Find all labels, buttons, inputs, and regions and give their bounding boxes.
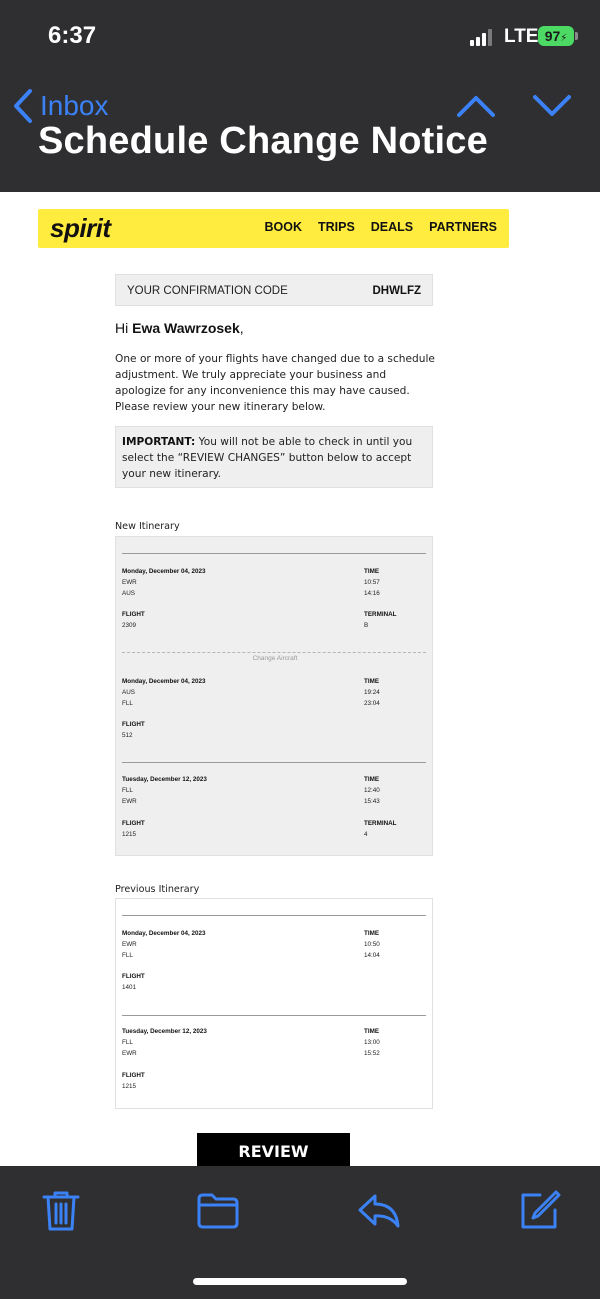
- chevron-left-icon: [12, 88, 34, 124]
- leg-departure-time: 19:24: [364, 689, 380, 696]
- important-text: You will not be able to check in until you select the “REVIEW CHANGES” button below to accept your new itinerary.: [122, 436, 413, 480]
- leg-flight-number: 1401: [122, 984, 137, 991]
- leg-flight-number: 1215: [122, 1083, 137, 1090]
- divider: [122, 553, 426, 554]
- battery-cap: [575, 32, 578, 40]
- important-notice: [115, 426, 433, 488]
- leg-flight-number: 2309: [122, 622, 137, 629]
- leg-destination: FLL: [122, 952, 133, 959]
- flight-label: FLIGHT: [122, 820, 145, 827]
- flight-label: FLIGHT: [122, 721, 145, 728]
- email-body: [0, 192, 600, 1166]
- divider: [122, 915, 426, 916]
- flight-label: FLIGHT: [122, 611, 145, 618]
- next-message-button[interactable]: [530, 88, 574, 124]
- leg-departure-time: 13:00: [364, 1039, 380, 1046]
- chevron-down-icon: [530, 88, 574, 124]
- divider: [122, 1015, 426, 1016]
- leg-date: Monday, December 04, 2023: [122, 678, 206, 685]
- time-label: TIME: [364, 930, 380, 937]
- leg-destination: AUS: [122, 590, 135, 597]
- bottom-toolbar: [0, 1166, 600, 1299]
- leg-flight-number: 1215: [122, 831, 137, 838]
- leg-origin: EWR: [122, 579, 137, 586]
- leg-origin: FLL: [122, 1039, 133, 1046]
- new-itinerary-title: New Itinerary: [115, 521, 180, 532]
- network-type: LTE: [504, 26, 539, 47]
- leg-date: Tuesday, December 12, 2023: [122, 1028, 207, 1035]
- back-label: Inbox: [40, 90, 109, 121]
- time-label: TIME: [364, 568, 380, 575]
- home-indicator: [193, 1278, 407, 1285]
- leg-departure-time: 10:57: [364, 579, 380, 586]
- previous-itinerary-title: Previous Itinerary: [115, 884, 200, 895]
- leg-destination: EWR: [122, 798, 137, 805]
- status-bar: [0, 0, 600, 70]
- review-changes-button[interactable]: REVIEW: [197, 1133, 350, 1173]
- spirit-header-bar: [38, 209, 509, 248]
- divider: [122, 762, 426, 763]
- battery-level: 97: [544, 28, 561, 44]
- dashed-divider: [122, 652, 426, 653]
- leg-terminal: B: [364, 622, 369, 629]
- confirmation-code: DHWLFZ: [372, 285, 421, 297]
- battery-icon: 97⚡: [538, 26, 574, 46]
- time-label: TIME: [364, 1028, 380, 1035]
- leg-origin: EWR: [122, 941, 137, 948]
- compose-icon[interactable]: [518, 1188, 562, 1232]
- greeting-hi: Hi: [115, 320, 129, 336]
- chevron-up-icon: [454, 88, 498, 124]
- previous-message-button[interactable]: [454, 88, 498, 124]
- leg-arrival-time: 23:04: [364, 700, 380, 707]
- change-aircraft-note: Change Aircraft: [252, 655, 298, 662]
- flight-label: FLIGHT: [122, 1072, 145, 1079]
- leg-arrival-time: 15:52: [364, 1050, 380, 1057]
- intro-paragraph: One or more of your flights have changed due to a schedule adjustment. We truly appreciate your business and apologize for any inconvenience this may have caused. Please review your new itinerary below.: [115, 353, 435, 413]
- leg-terminal: 4: [364, 831, 368, 838]
- leg-date: Monday, December 04, 2023: [122, 930, 206, 937]
- nav-deals-link[interactable]: DEALS: [370, 220, 414, 234]
- confirmation-label: YOUR CONFIRMATION CODE: [127, 285, 288, 297]
- greeting: [115, 320, 244, 336]
- leg-arrival-time: 14:16: [364, 590, 380, 597]
- leg-date: Tuesday, December 12, 2023: [122, 776, 207, 783]
- important-label: IMPORTANT:: [122, 436, 196, 448]
- reply-icon[interactable]: [357, 1188, 401, 1232]
- leg-origin: AUS: [122, 689, 135, 696]
- nav-trips-link[interactable]: TRIPS: [317, 220, 355, 234]
- cellular-signal-icon: [470, 28, 496, 46]
- status-time: 6:37: [48, 22, 97, 49]
- new-itinerary-box: [115, 536, 433, 856]
- email-subject: Schedule Change Notice: [38, 120, 488, 162]
- leg-origin: FLL: [122, 787, 133, 794]
- spirit-logo: spirit: [50, 213, 111, 243]
- time-label: TIME: [364, 776, 380, 783]
- leg-departure-time: 10:50: [364, 941, 380, 948]
- time-label: TIME: [364, 678, 380, 685]
- confirmation-code-box: [115, 274, 433, 306]
- flight-label: FLIGHT: [122, 973, 145, 980]
- nav-partners-link[interactable]: PARTNERS: [429, 220, 497, 234]
- nav-book-link[interactable]: BOOK: [264, 220, 302, 234]
- top-chrome: [0, 0, 600, 192]
- previous-itinerary-box: [115, 898, 433, 1109]
- terminal-label: TERMINAL: [364, 820, 397, 827]
- leg-flight-number: 512: [122, 732, 133, 739]
- leg-arrival-time: 14:04: [364, 952, 380, 959]
- terminal-label: TERMINAL: [364, 611, 397, 618]
- leg-destination: EWR: [122, 1050, 137, 1057]
- passenger-name: Ewa Wawrzosek: [132, 320, 240, 336]
- folder-icon[interactable]: [196, 1188, 240, 1232]
- trash-icon[interactable]: [39, 1188, 83, 1232]
- leg-arrival-time: 15:43: [364, 798, 380, 805]
- leg-departure-time: 12:40: [364, 787, 380, 794]
- leg-date: Monday, December 04, 2023: [122, 568, 206, 575]
- spirit-nav: [264, 220, 497, 234]
- greeting-comma: ,: [239, 320, 244, 336]
- leg-destination: FLL: [122, 700, 133, 707]
